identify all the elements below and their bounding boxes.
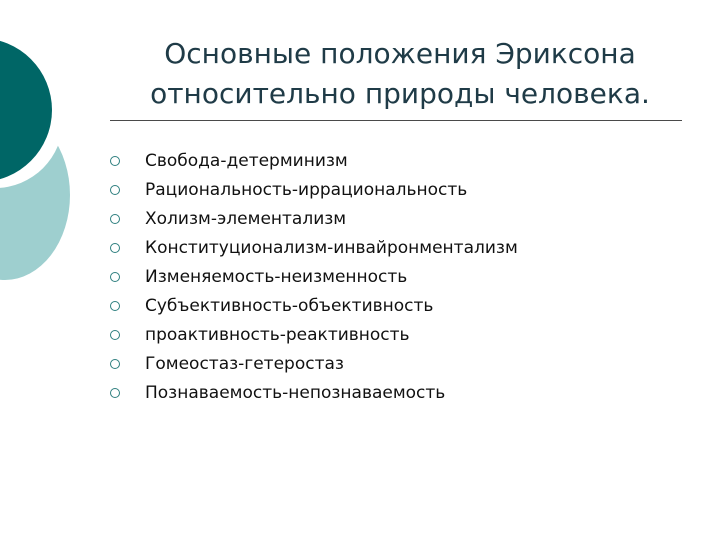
bullet-circle-icon — [110, 185, 120, 195]
list-item — [108, 320, 518, 349]
list-item — [108, 291, 518, 320]
list-item-text: Конституционализм-инвайронментализм — [145, 237, 518, 258]
list-item-text: Познаваемость-непознаваемость — [145, 382, 446, 403]
slide-title-line-1: Основные положения Эриксона — [164, 37, 636, 70]
list-item — [108, 262, 518, 291]
list-item — [108, 378, 518, 407]
list-item-text: Свобода-детерминизм — [145, 150, 348, 171]
list-item-text: Изменяемость-неизменность — [145, 266, 408, 287]
bullet-circle-icon — [110, 359, 120, 369]
slide-title-line-2: относительно природы человека. — [150, 77, 650, 110]
list-item — [108, 349, 518, 378]
list-item — [108, 204, 518, 233]
bullet-circle-icon — [110, 272, 120, 282]
list-item — [108, 175, 518, 204]
slide-title — [100, 34, 700, 114]
bullet-circle-icon — [110, 243, 120, 253]
bullet-circle-icon — [110, 388, 120, 398]
list-item-text: Субъективность-объективность — [145, 295, 434, 316]
list-item-text: Рациональность-иррациональность — [145, 179, 468, 200]
bullet-list — [108, 146, 518, 407]
list-item — [108, 146, 518, 175]
decorative-circles — [0, 0, 100, 300]
list-item-text: проактивность-реактивность — [145, 324, 410, 345]
list-item-text: Гомеостаз-гетеростаз — [145, 353, 344, 374]
title-divider — [110, 120, 682, 121]
bullet-circle-icon — [110, 214, 120, 224]
list-item — [108, 233, 518, 262]
bullet-circle-icon — [110, 156, 120, 166]
list-item-text: Холизм-элементализм — [145, 208, 347, 229]
bullet-circle-icon — [110, 301, 120, 311]
bullet-circle-icon — [110, 330, 120, 340]
